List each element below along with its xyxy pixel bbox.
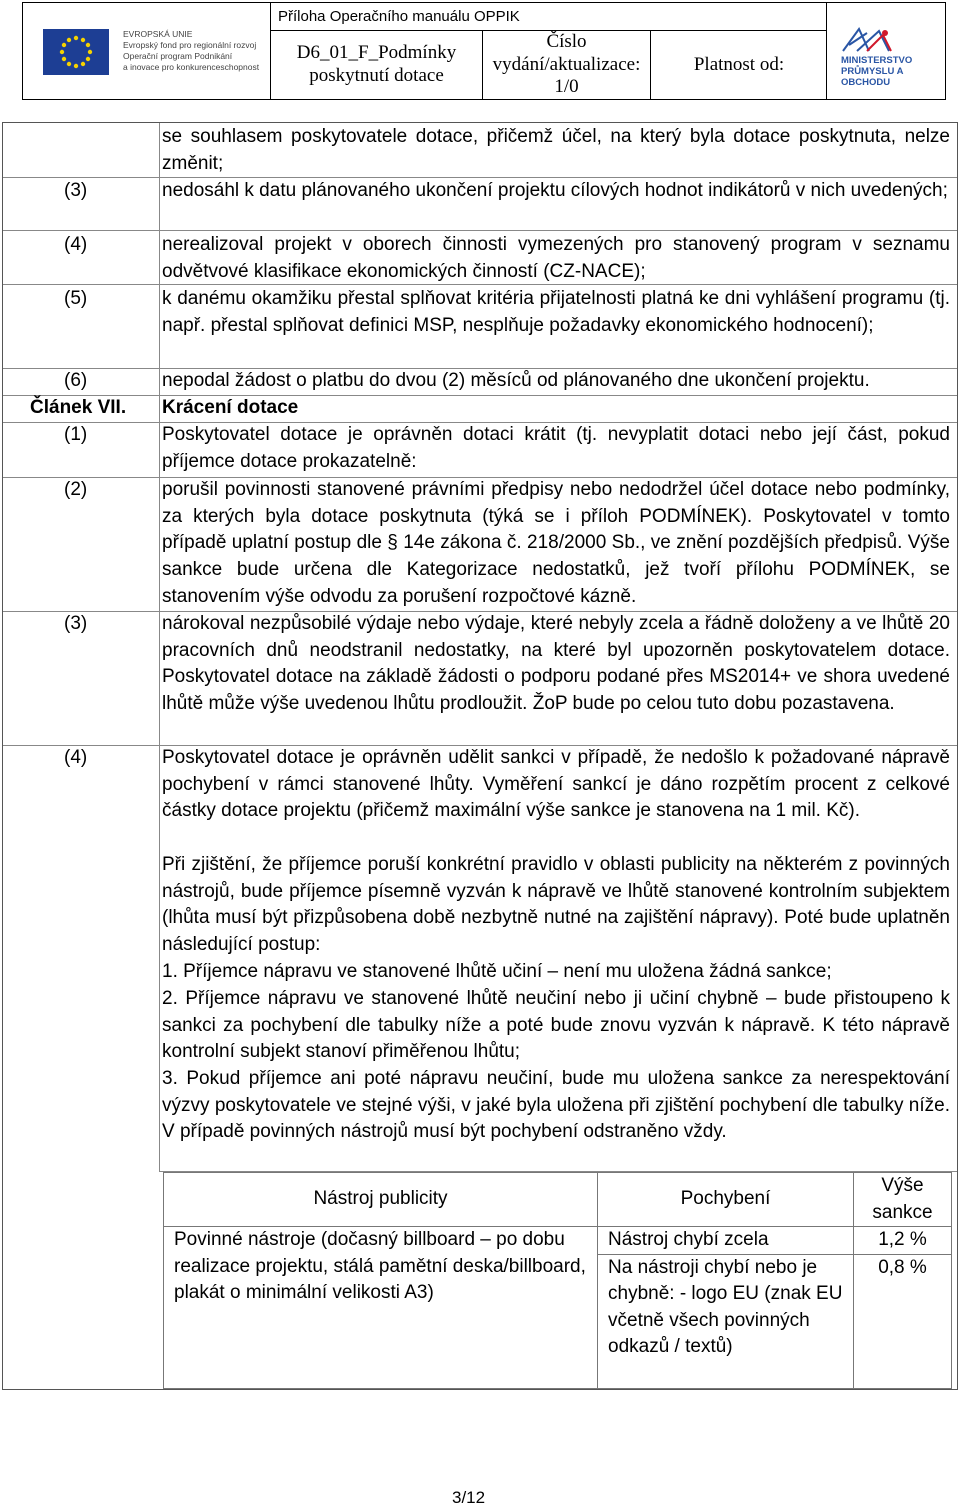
row-divider (3, 230, 957, 231)
item-number: (4) (64, 234, 88, 255)
item-text: Poskytovatel dotace je oprávněn dotaci krátit (tj. nevyplatit dotaci nebo její část, pokud příjemce dotace prokazatelně: (162, 424, 950, 472)
doc-code-line1: D6_01_F_Podmínky (296, 42, 457, 64)
item-number: (4) (64, 747, 88, 768)
header-sanction: Výše sankce (854, 1173, 952, 1227)
cell-error: Na nástroji chybí nebo je chybně: - logo EU (znak EU včetně všech povinných odkazů / textů) (598, 1254, 854, 1388)
annex-title: Příloha Operačního manuálu OPPIK (271, 3, 826, 31)
cell-sanction: 0,8 % (854, 1254, 952, 1388)
cell-sanction: 1,2 % (854, 1227, 952, 1255)
version-line1: Číslo (546, 30, 587, 52)
table-row (164, 1227, 952, 1255)
item-number: (3) (64, 613, 88, 634)
article-title: Krácení dotace (162, 397, 299, 418)
article-label: Článek VII. (30, 397, 127, 418)
page-header (22, 2, 946, 100)
cell-tool: Povinné nástroje (dočasný billboard – po dobu realizace projektu, stálá pamětní deska/billboard, plakát o minimální velikosti A3) (164, 1227, 598, 1389)
item-text: porušil povinnosti stanovené právními předpisy nebo nedodržel účel dotace nebo podmínky, za kterých byla dotace poskytnuta (týká se i příloh PODMÍNEK). Poskytovatel v tomto případě uplatní postup dle § 14e zákona č. 218/2000 Sb., ve znění pozdějších předpisů. Výše sankce bude určena dle Kategorizace nedostatků, jež tvoří přílohu PODMÍNEK, se stanovením výše odvodu za porušení rozpočtové kázně. (162, 479, 950, 607)
mpo-logo-text: MINISTERSTVO PRŮMYSLU A OBCHODU (841, 55, 913, 88)
valid-from: Platnost od: (693, 53, 785, 75)
version-line2: vydání/aktualizace: (492, 53, 641, 75)
publicity-paragraph: Při zjištění, že příjemce poruší konkrétní pravidlo v oblasti publicity na některém z povinných nástrojů, bude příjemce písemně vyzván k nápravě ve lhůtě stanovené kontrolním subjektem (lhůta musí být přizpůsobena době nezbytně nutné na zajištění nápravy). Poté bude uplatněn následující postup: (162, 854, 950, 956)
item-number: (3) (64, 180, 88, 201)
continued-item: se souhlasem poskytovatele dotace, přičemž účel, na který byla dotace poskytnuta, nelze změnit; (162, 126, 950, 174)
item-text: nerealizoval projekt v oborech činnosti vymezených pro stanovený program v seznamu odvětvové klasifikace ekonomických činností (CZ-NACE); (162, 234, 950, 282)
item-text: nedosáhl k datu plánovaného ukončení projektu cílových hodnot indikátorů v nich uvedených; (162, 180, 948, 201)
item-text: nepodal žádost o platbu do dvou (2) měsíců od plánovaného dne ukončení projektu. (162, 370, 870, 391)
step-3: 3. Pokud příjemce ani poté nápravu neučiní, bude mu uložena sankce za nerespektování výzvy poskytovatele ve stejné výši, v jaké byla uložena při zjištění pochybení dle tabulky níže. V případě povinných nástrojů musí být pochybení odstraněno vždy. (162, 1068, 950, 1143)
item-number: (6) (64, 370, 88, 391)
item-number: (1) (64, 424, 88, 445)
table-header-row (164, 1173, 952, 1227)
doc-code (271, 31, 483, 99)
header-info (271, 3, 827, 99)
version-cell (483, 31, 651, 99)
step-2: 2. Příjemce nápravu ve stanovené lhůtě neučiní nebo ji učiní chybně – bude přistoupeno k sankci za pochybení dle tabulky níže a poté bude znovu vyzván k nápravě. K této nápravě kontrolní subjekt stanoví přiměřenou lhůtu; (162, 988, 950, 1063)
cell-error: Nástroj chybí zcela (598, 1227, 854, 1255)
item-number: (2) (64, 479, 88, 500)
header-error: Pochybení (598, 1173, 854, 1227)
header-tool: Nástroj publicity (164, 1173, 598, 1227)
version-line3: 1/0 (554, 76, 579, 98)
row-divider (3, 395, 957, 396)
page-number: 3/12 (452, 1488, 486, 1507)
step-1: 1. Příjemce nápravu ve stanovené lhůtě učiní – není mu uložena žádná sankce; (162, 961, 832, 982)
item-text: Poskytovatel dotace je oprávněn udělit sankci v případě, že nedošlo k požadované nápravě pochybení v rámci stanovené lhůty. Vyměření sankcí je dáno rozpětím procent z celkové částky dotace projektu (přičemž maximální výše sankce je stanovena na 1 mil. Kč). (162, 747, 950, 822)
item-text: k danému okamžiku přestal splňovat kritéria přijatelnosti platná ke dni vyhlášení programu (tj. např. přestal splňovat definici MSP, nesplňuje požadavky ekonomického hodnocení); (162, 288, 950, 336)
eu-logo-text: EVROPSKÁ UNIE Evropský fond pro regionální rozvoj Operační program Podnikání a inovace pro konkurenceschopnost (123, 29, 260, 72)
eu-logo (23, 3, 271, 99)
column-divider (159, 123, 160, 1171)
mpo-logo (827, 3, 947, 99)
eu-flag-icon (43, 29, 109, 75)
doc-code-line2: poskytnutí dotace (309, 65, 444, 86)
item-number: (5) (64, 288, 88, 309)
sanctions-table (163, 1172, 952, 1389)
item-text: nárokoval nezpůsobilé výdaje nebo výdaje, které nebyly zcela a řádně doloženy a ve lhůtě 20 pracovních dnů neodstranil nedostatky, na které byl upozorněn poskytovatelem dotace. Poskytovatel dotace na základě žádosti o podporu podané přes MS2014+ ve shora uvedené lhůtě může výše uvedenou lhůtu prodloužit. ŽoP bude po celou tuto dobu pozastavena. (162, 613, 950, 715)
